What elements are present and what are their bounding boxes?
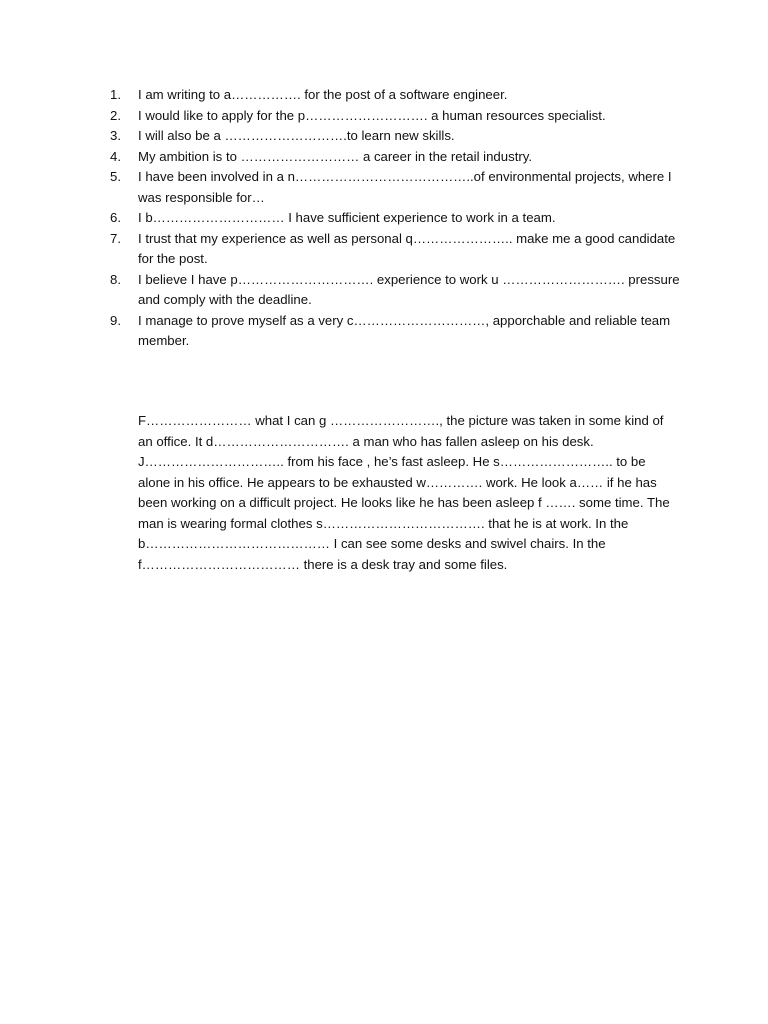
item-text: I would like to apply for the p………………………. a human resources specialist. [138, 107, 606, 123]
list-item [110, 208, 680, 229]
item-text: I am writing to a……………. for the post of a software engineer. [138, 87, 508, 102]
list-item [110, 106, 680, 127]
item-number: 1. [110, 87, 121, 102]
item-number: 4. [110, 148, 121, 164]
list-item [110, 311, 680, 352]
list-item [110, 167, 680, 208]
item-number: 6. [110, 210, 121, 225]
item-text: My ambition is to ……………………… a career in the retail industry. [138, 148, 533, 164]
item-text: I manage to prove myself as a very c…………………………, apporchable and reliable team member. [138, 312, 671, 348]
item-number: 7. [110, 230, 121, 246]
item-number: 2. [110, 107, 121, 123]
item-number: 5. [110, 169, 121, 184]
item-number: 3. [110, 128, 121, 143]
item-number: 9. [110, 312, 121, 328]
item-text: I believe I have p…………………………. experience to work u ………………………. pressure and comply with the deadline. [138, 271, 680, 307]
item-text: I b………………………… I have sufficient experience to work in a team. [138, 210, 556, 225]
list-item [110, 147, 680, 168]
list-item [110, 229, 680, 270]
list-item [110, 85, 680, 106]
item-text: I trust that my experience as well as personal q………………….. make me a good candidate for the post. [138, 230, 676, 266]
list-item [110, 126, 680, 147]
item-number: 8. [110, 271, 121, 287]
list-item [110, 270, 680, 311]
description-paragraph: F…………………… what I can g ……………………., the picture was taken in some kind of an office. It d…………………………. a man who has fallen asleep on his desk. J………………………….. from his face , he’s fast asleep. He s…………………….. to be alone in his office. He appears to be exhausted w…………. work. He look a…… if he has been working on a difficult project. He looks like he has been asleep f ……. some time. The man is wearing formal clothes s………………………………. that he is at work. In the b…………………………………… I can see some desks and swivel chairs. In the f……………………………… there is a desk tray and some files. [138, 413, 670, 572]
item-text: I will also be a ……………………….to learn new skills. [138, 128, 455, 143]
exercise-list [110, 85, 680, 352]
item-text: I have been involved in a n…………………………………..of environmental projects, where I was responsible for… [138, 169, 672, 205]
